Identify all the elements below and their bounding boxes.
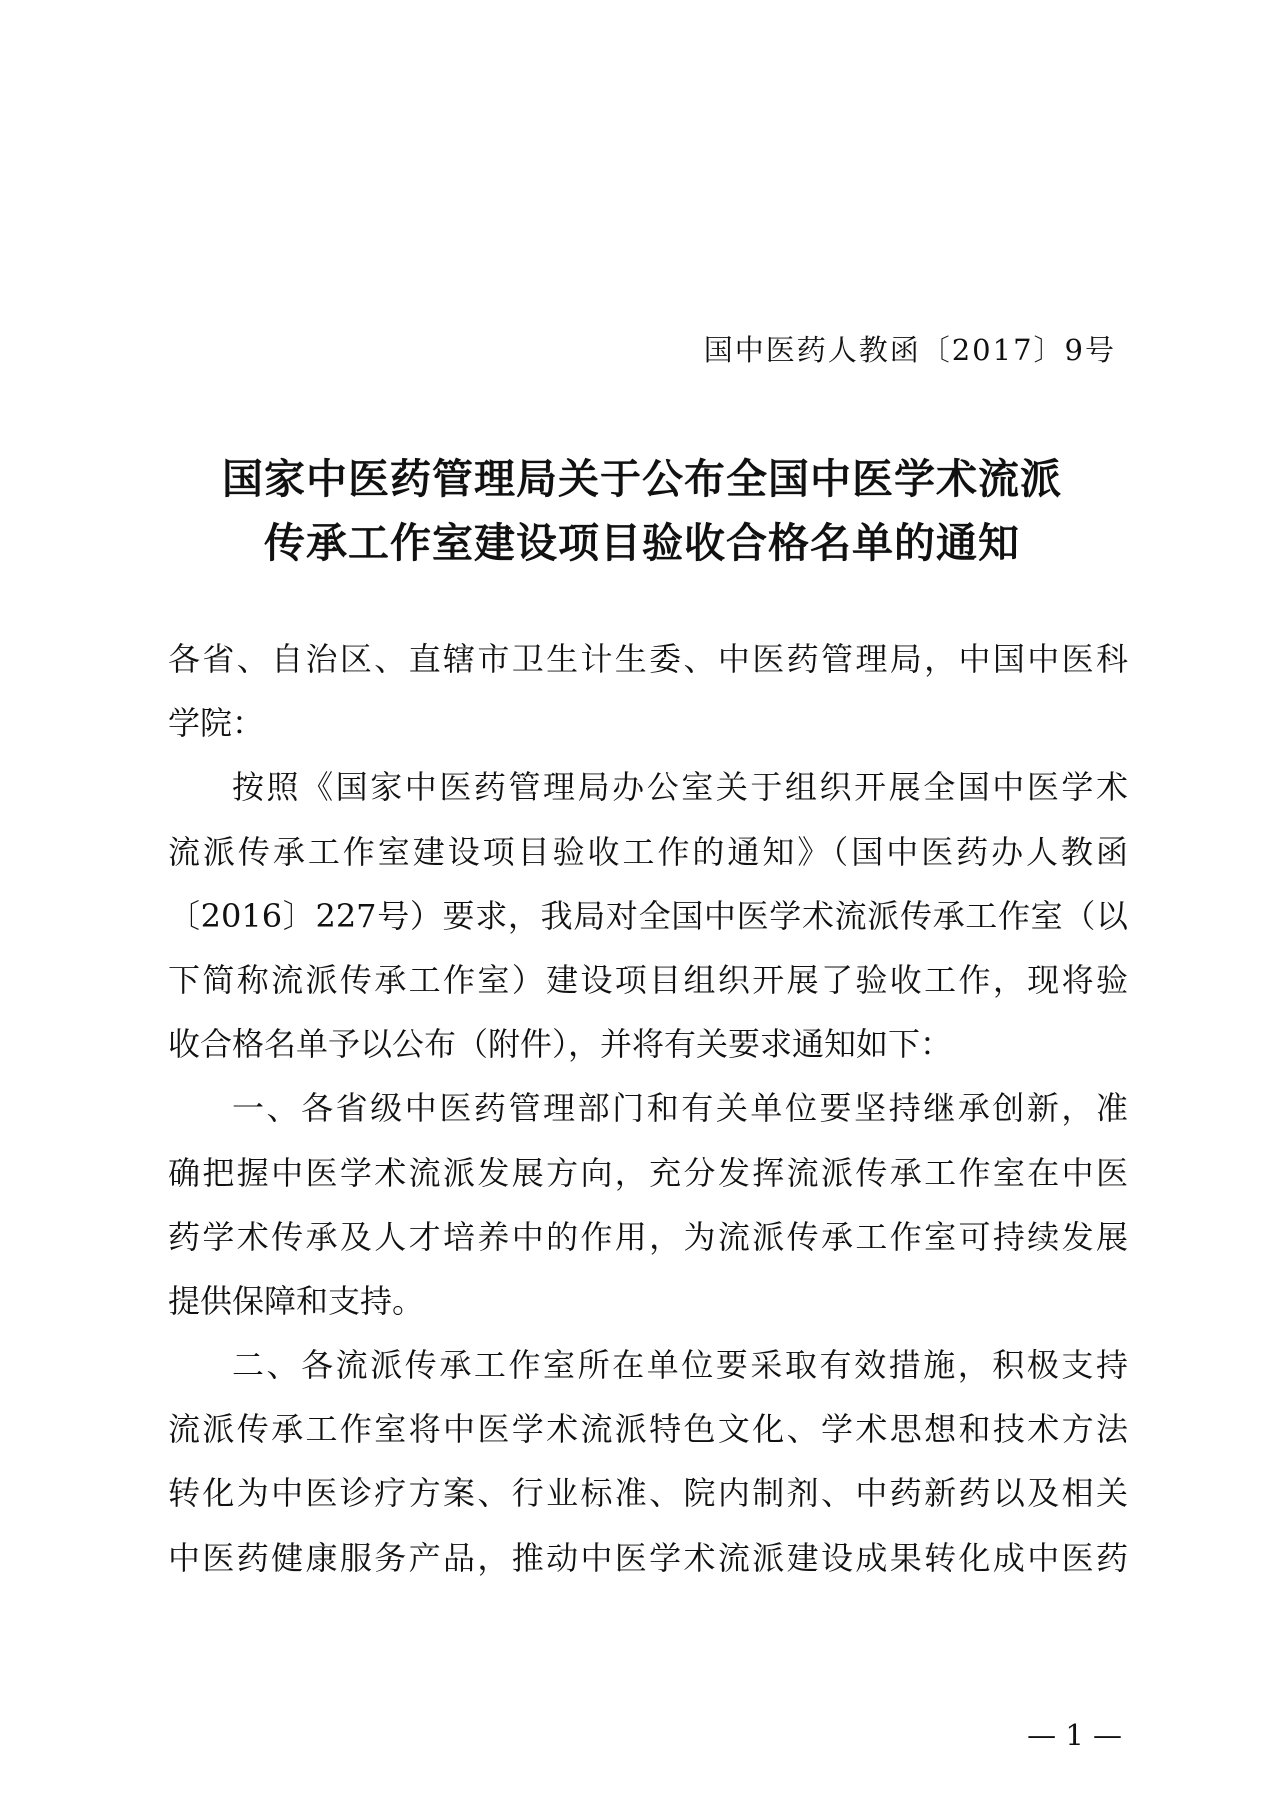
paragraph-1-line: 按照《国家中医药管理局办公室关于组织开展全国中医学术 — [232, 768, 1128, 807]
paragraph-2-line: 药学术传承及人才培养中的作用，为流派传承工作室可持续发展 — [168, 1217, 1128, 1256]
paragraph-1-line: 流派传承工作室建设项目验收工作的通知》（国中医药办人教函 — [168, 832, 1128, 871]
paragraph-3-line: 转化为中医诊疗方案、行业标准、院内制剂、中药新药以及相关 — [168, 1474, 1128, 1513]
paragraph-1-line: 下简称流派传承工作室）建设项目组织开展了验收工作，现将验 — [168, 960, 1128, 999]
addressee-line: 学院： — [168, 704, 265, 743]
paragraph-1-line: 收合格名单予以公布（附件），并将有关要求通知如下： — [168, 1025, 953, 1064]
paragraph-3-line: 二、各流派传承工作室所在单位要采取有效措施，积极支持 — [232, 1346, 1128, 1385]
page-number: — 1 — — [1027, 1718, 1122, 1752]
document-number: 国中医药人教函〔2017〕9号 — [703, 333, 1116, 367]
addressee-line: 各省、自治区、直辖市卫生计生委、中医药管理局，中国中医科 — [168, 640, 1128, 678]
paragraph-3-line: 流派传承工作室将中医学术流派特色文化、学术思想和技术方法 — [168, 1410, 1128, 1449]
paragraph-2-line: 提供保障和支持。 — [168, 1281, 425, 1320]
document-title-line-1: 国家中医药管理局关于公布全国中医学术流派 — [222, 455, 1062, 503]
paragraph-1-line: 〔2016〕227号）要求，我局对全国中医学术流派传承工作室（以 — [168, 896, 1128, 935]
paragraph-2-line: 确把握中医学术流派发展方向，充分发挥流派传承工作室在中医 — [168, 1153, 1128, 1192]
paragraph-3-line: 中医药健康服务产品，推动中医学术流派建设成果转化成中医药 — [168, 1538, 1128, 1577]
document-body — [168, 627, 1128, 1590]
document-title-line-2: 传承工作室建设项目验收合格名单的通知 — [264, 519, 1020, 567]
paragraph-2-line: 一、各省级中医药管理部门和有关单位要坚持继承创新，准 — [232, 1089, 1128, 1128]
